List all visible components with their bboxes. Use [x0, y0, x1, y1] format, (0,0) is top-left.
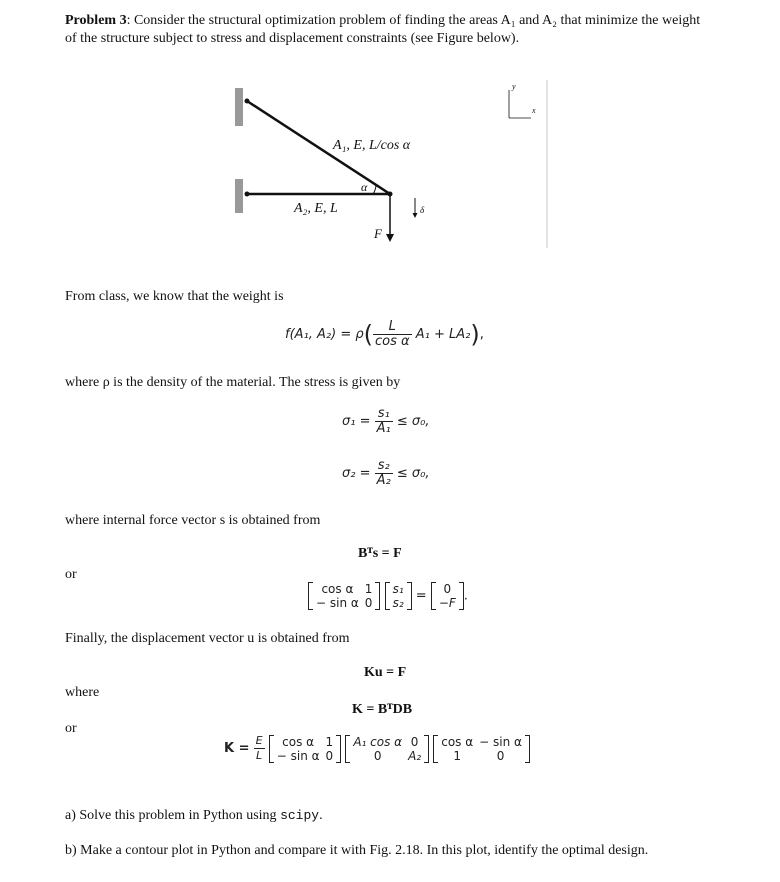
- sigma1-lhs: σ₁ =: [342, 414, 371, 429]
- angle-arc: [373, 185, 376, 194]
- matrix-bt: cos α − sin α 1 0: [433, 735, 530, 763]
- force-label: F: [374, 226, 382, 241]
- sigma2-equation: [342, 459, 429, 488]
- sigma1-equation: [342, 407, 429, 436]
- k-den: L: [256, 749, 263, 762]
- sigma1-rhs: ≤ σ₀,: [396, 414, 430, 429]
- member1-label: A₁, E, L/cos α: [333, 138, 411, 153]
- bottom-wall: [235, 179, 243, 213]
- member2-label: A₂, E, L: [294, 201, 338, 216]
- weight-equation: f(A₁, A₂) = ρ( $\frac{L}{\text{cos α}}$ A₁ + LA₂),: [285, 319, 484, 349]
- problem-intro: : Consider the structural optimization problem of finding the areas A₁ and A₂ that minimize the weight of the structure subject to stress and displacement constraints (see Figure below).: [65, 13, 701, 46]
- weight-lhs: f(A₁, A₂) = ρ: [285, 327, 364, 342]
- k-definition: K = BᵀDB: [352, 702, 413, 717]
- displacement-label: δ: [420, 205, 425, 215]
- vector-f: 0 −F: [431, 582, 464, 610]
- sigma2-lhs: σ₂ =: [342, 466, 371, 481]
- matrix-d: A₁ cos α 0 0 A₂: [345, 735, 429, 763]
- problem-label: Problem 3: [65, 13, 127, 28]
- or-1: or: [65, 567, 77, 582]
- sigma2-den: A₂: [376, 473, 391, 488]
- ku-equation: Ku = F: [364, 665, 407, 680]
- force-vector-text: where internal force vector s is obtained from: [65, 513, 321, 528]
- matrix-b-2: cos α 1 − sin α 0: [269, 735, 341, 763]
- k-num: E: [255, 734, 263, 747]
- axis-y-label: y: [512, 82, 516, 91]
- matrix-b: cos α 1 − sin α 0: [308, 582, 380, 610]
- weight-den: cos α: [374, 334, 410, 349]
- density-note: where ρ is the density of the material. The stress is given by: [65, 375, 401, 390]
- angle-label: α: [361, 180, 368, 194]
- or-2: or: [65, 721, 77, 736]
- sigma1-num: s₁: [375, 407, 393, 422]
- finally-text: Finally, the displacement vector u is obtained from: [65, 631, 350, 646]
- task-a-code: scipy: [280, 808, 320, 823]
- k-lhs: K =: [224, 741, 250, 756]
- problem-statement: [65, 12, 715, 48]
- task-a: a) Solve this problem in Python using scipy.: [65, 808, 323, 823]
- sigma2-rhs: ≤ σ₀,: [396, 466, 430, 481]
- truss-figure: [225, 80, 555, 260]
- top-wall: [235, 88, 243, 126]
- bts-equation: Bᵀs = F: [358, 546, 402, 561]
- where-text: where: [65, 685, 100, 700]
- weight-num: L: [373, 320, 412, 335]
- matrix-equation-bs: cos α 1 − sin α 0 s₁ s₂ = 0 −F .: [308, 582, 468, 610]
- task-b: b) Make a contour plot in Python and compare it with Fig. 2.18. In this plot, identify the optimal design.: [65, 843, 649, 858]
- sigma2-num: s₂: [375, 459, 393, 474]
- sigma1-den: A₁: [376, 421, 391, 436]
- axis-x-label: x: [532, 106, 536, 115]
- weight-intro: From class, we know that the weight is: [65, 289, 284, 304]
- vector-s: s₁ s₂: [385, 582, 412, 610]
- k-expanded-equation: [224, 734, 530, 763]
- task-a-text: a) Solve this problem in Python using: [65, 808, 281, 823]
- weight-rhs: A₁ + LA₂: [415, 327, 471, 342]
